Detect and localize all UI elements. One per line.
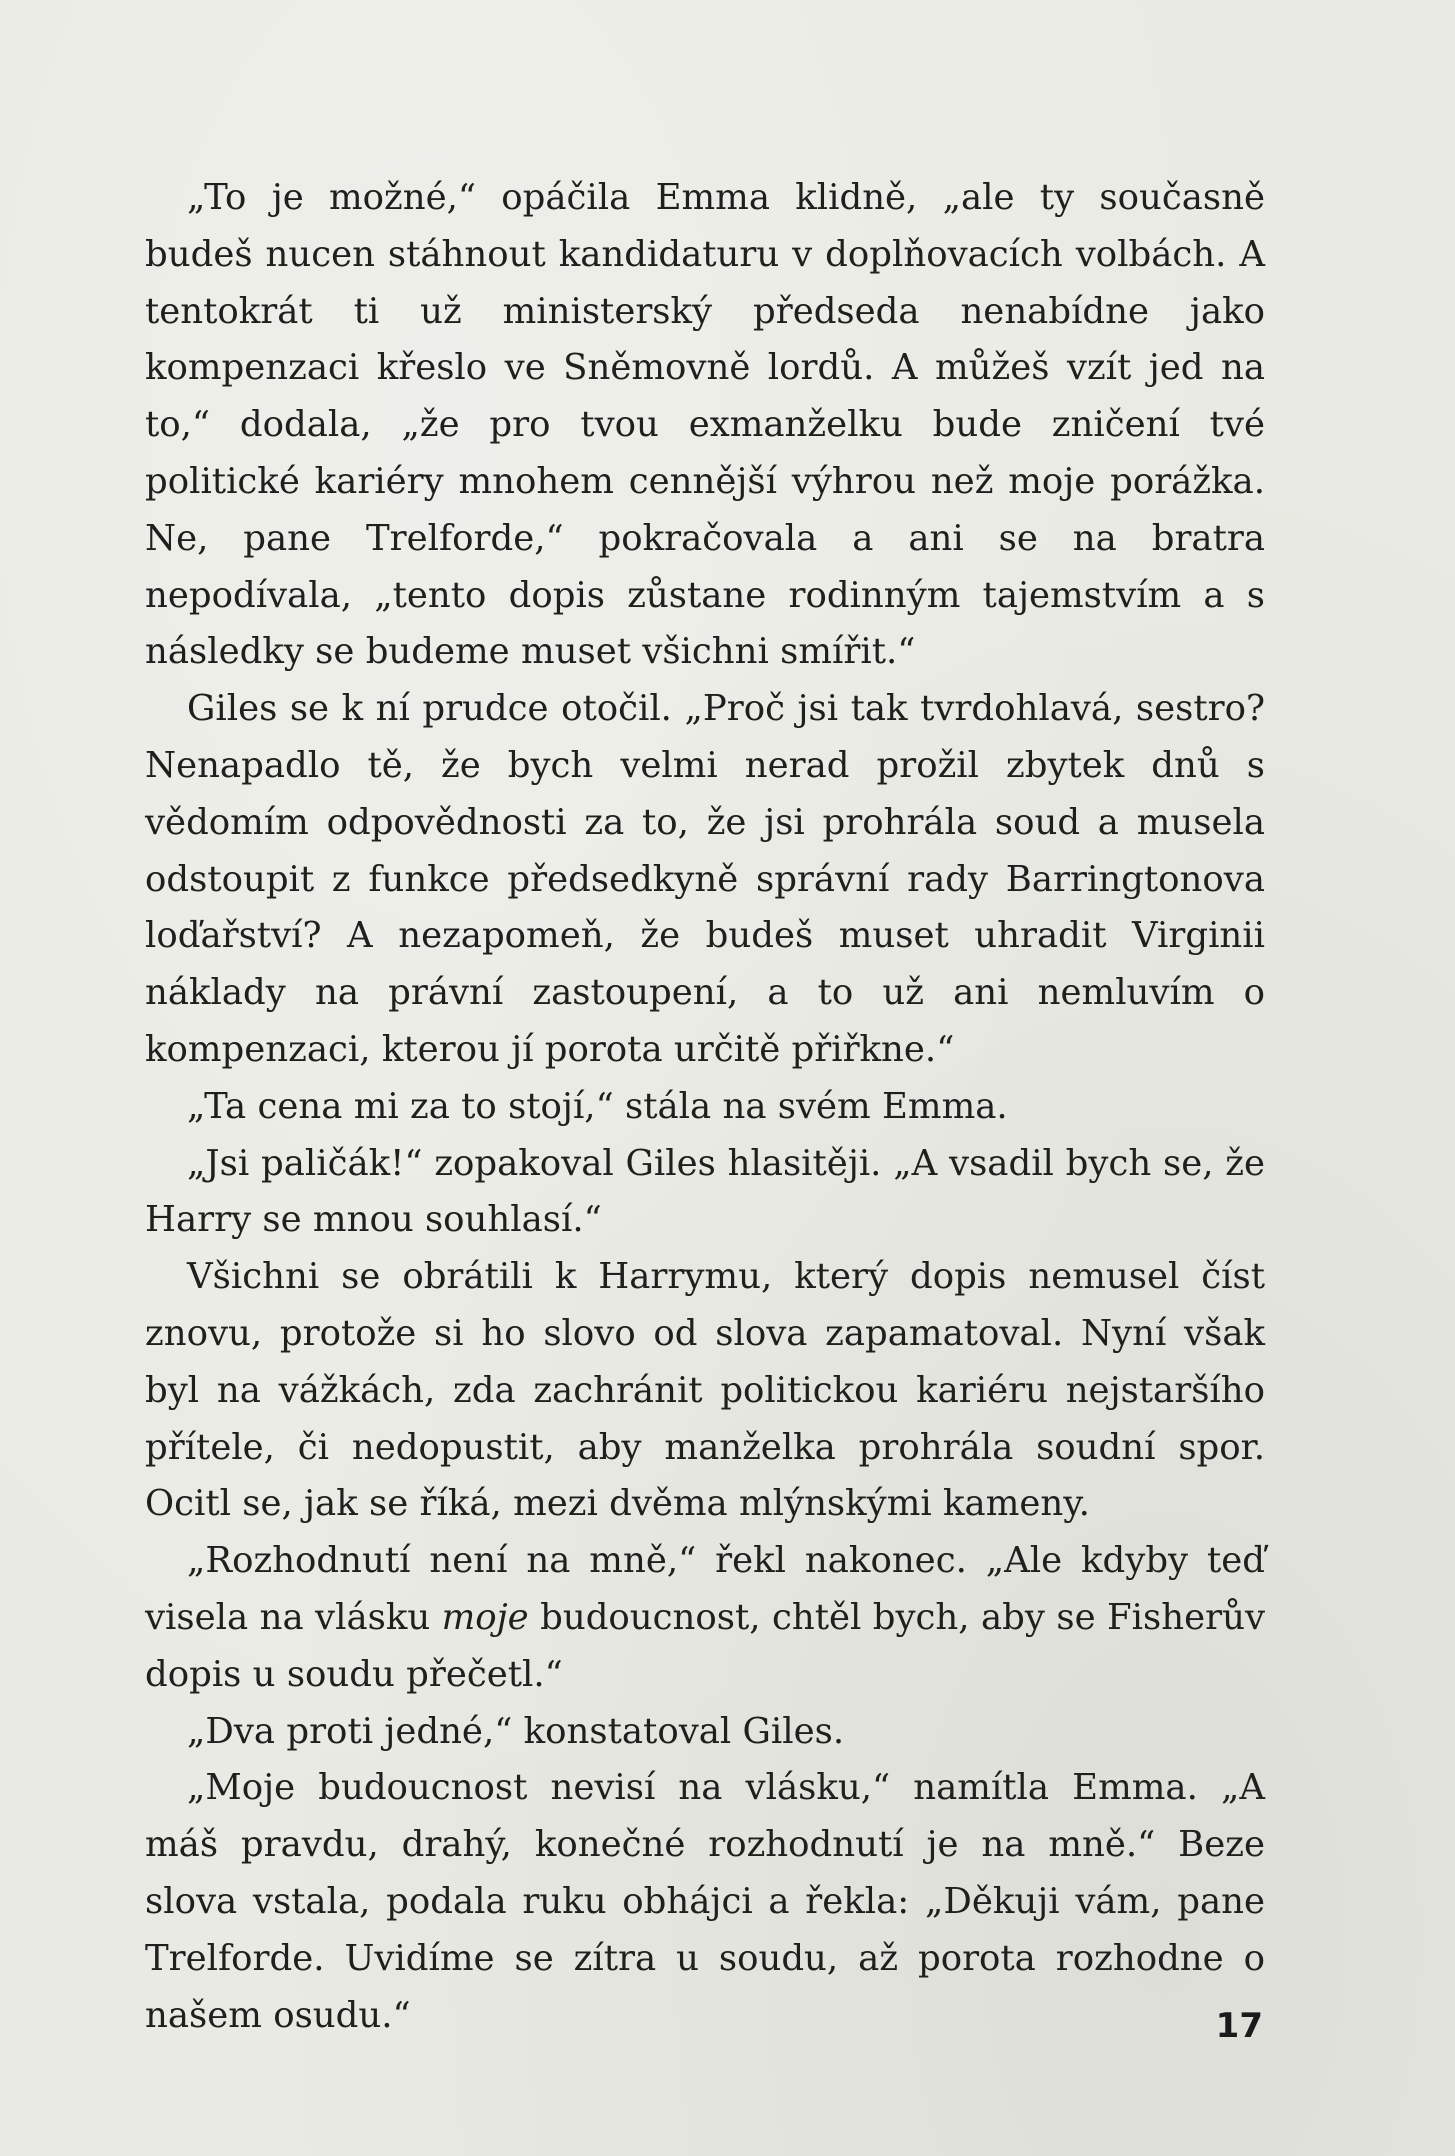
paragraph-2: Giles se k ní prudce otočil. „Proč jsi tak tvrdohlavá, sestro? Nenapadlo tě, že bych velmi nerad prožil zbytek dnů s vědomím odpovědnosti za to, že jsi prohrála soud a musela odstoupit z funkce předsedkyně správní rady Barringtonova loďařství? A nezapomeň, že budeš muset uhradit Virginii náklady na právní zastoupení, a to už ani nemluvím o kompenzaci, kterou jí porota určitě přiřkne.“ (145, 688, 1265, 1070)
paragraph-4: „Jsi paličák!“ zopakoval Giles hlasitěji. „A vsadil bych se, že Harry se mnou souhlasí.“ (145, 1142, 1265, 1241)
paragraph-6-start: „Rozhodnutí není na mně,“ řekl nakonec. „Ale kdyby teď visela na vlásku (145, 1540, 1265, 1638)
paragraph-3: „Ta cena mi za to stojí,“ stála na svém Emma. (187, 1085, 1008, 1127)
paragraph-6-end: budoucnost, chtěl bych, aby se Fisherův dopis u soudu přečetl.“ (145, 1596, 1265, 1695)
page-number: 17 (1215, 2006, 1263, 2046)
paragraph-8: „Moje budoucnost nevisí na vlásku,“ namítla Emma. „A máš pravdu, drahý, konečné rozhodnutí je na mně.“ Beze slova vstala, podala ruku obhájci a řekla: „Děkuji vám, pane Trelforde. Uvidíme se zítra u soudu, až porota rozhodne o našem osudu.“ (145, 1767, 1265, 2036)
paragraph-5: Všichni se obrátili k Harrymu, který dopis nemusel číst znovu, protože si ho slovo od slova zapamatoval. Nyní však byl na vážkách, zda zachránit politickou kariéru nejstaršího přítele, či nedopustit, aby manželka prohrála soudní spor. Ocitl se, jak se říká, mezi dvěma mlýnskými kameny. (145, 1256, 1265, 1525)
body-text (145, 170, 1265, 2044)
paragraph-6 (145, 1533, 1265, 1703)
paragraph-1: „To je možné,“ opáčila Emma klidně, „ale ty současně budeš nucen stáhnout kandidaturu v doplňovacích volbách. A tentokrát ti už ministerský předseda nenabídne jako kompenzaci křeslo ve Sněmovně lordů. A můžeš vzít jed na to,“ dodala, „že pro tvou exmanželku bude zničení tvé politické kariéry mnohem cennější výhrou než moje porážka. Ne, pane Trelforde,“ pokračovala a ani se na bratra nepodívala, „tento dopis zůstane rodinným tajemstvím a s následky se budeme muset všichni smířit.“ (145, 177, 1265, 673)
paragraph-7: „Dva proti jedné,“ konstatoval Giles. (187, 1710, 845, 1752)
paragraph-6-italic-word: moje (441, 1596, 529, 1638)
